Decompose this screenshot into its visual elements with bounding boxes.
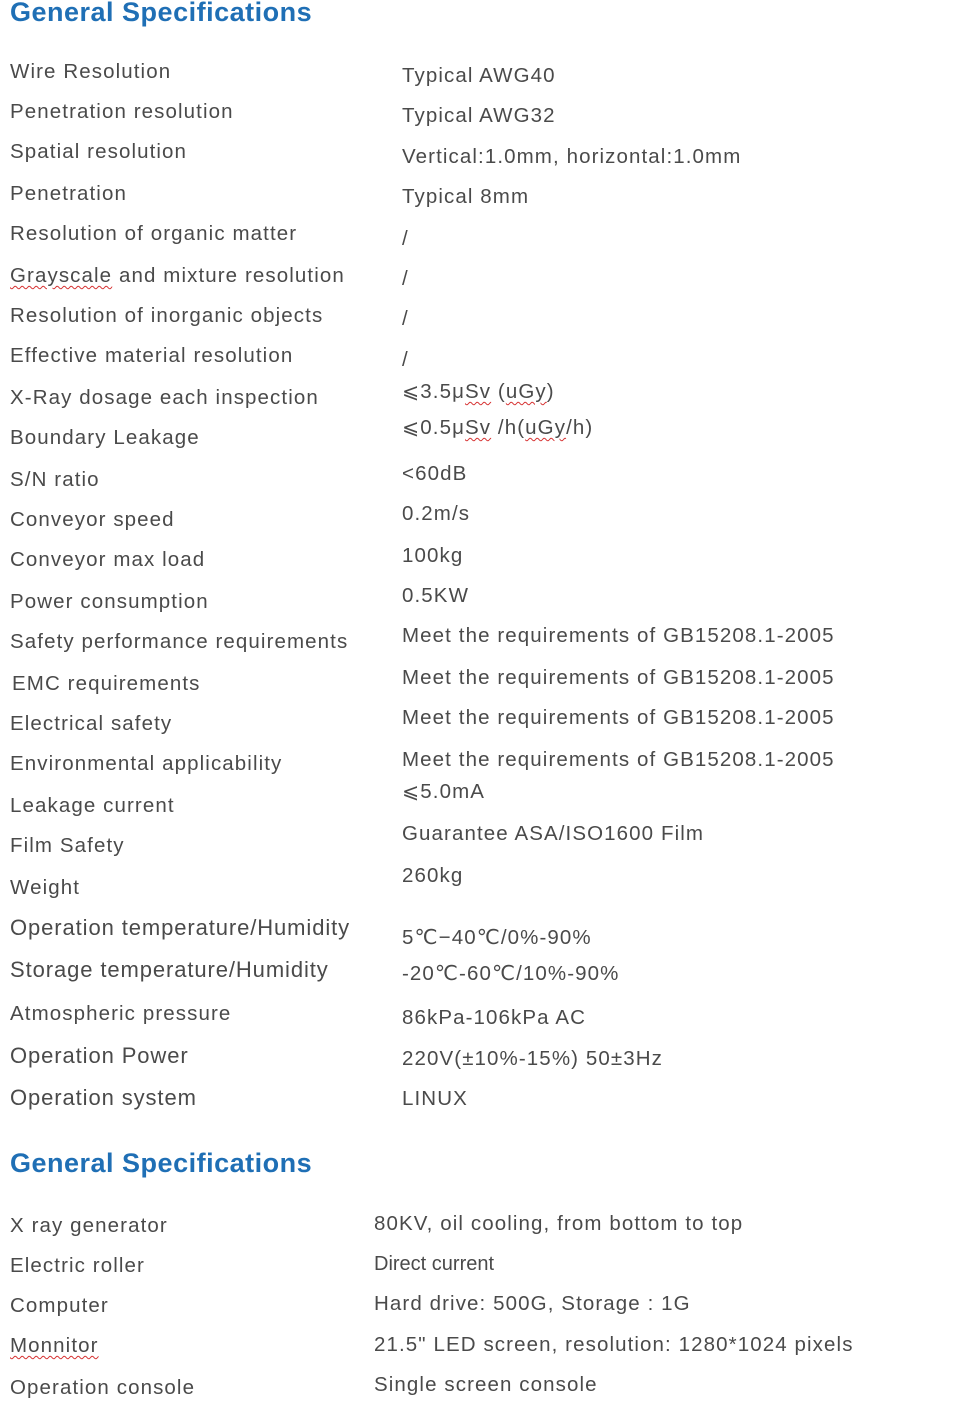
spec-value: ⩽5.0mA <box>402 780 486 803</box>
spec-label: Electric roller <box>10 1254 145 1277</box>
spec-label: Leakage current <box>10 794 175 817</box>
spec-value: Single screen console <box>374 1373 598 1396</box>
table-row <box>0 100 960 130</box>
spec-value: / <box>402 307 409 330</box>
table-row <box>0 1254 960 1284</box>
spec-value: Hard drive: 500G, Storage : 1G <box>374 1292 691 1315</box>
spec-label: Electrical safety <box>10 712 173 735</box>
table-row <box>0 1214 960 1244</box>
spec-label: Conveyor speed <box>10 508 175 531</box>
spec-value: / <box>402 227 409 250</box>
spec-label: Penetration <box>10 182 127 205</box>
spec-label: Operation system <box>10 1085 197 1110</box>
spec-value: 260kg <box>402 864 464 887</box>
table-row <box>0 780 960 824</box>
spec-label: Operation Power <box>10 1043 189 1068</box>
spec-value: ⩽0.5μSv /h(uGy/h) <box>402 416 594 439</box>
spec-value: Meet the requirements of GB15208.1-2005 <box>402 748 835 771</box>
section-title: General Specifications <box>10 0 313 27</box>
spec-value: Meet the requirements of GB15208.1-2005 <box>402 706 835 729</box>
spec-value: / <box>402 267 409 290</box>
spec-value: Meet the requirements of GB15208.1-2005 <box>402 624 835 647</box>
table-row <box>0 915 960 949</box>
spec-label: Safety performance requirements <box>10 630 349 653</box>
section-title: General Specifications <box>10 1148 313 1178</box>
spec-value: / <box>402 348 409 371</box>
spec-value: Typical 8mm <box>402 185 530 208</box>
table-row <box>0 1086 960 1116</box>
spec-label: Penetration resolution <box>10 100 234 123</box>
spec-label: Weight <box>10 876 81 899</box>
table-row <box>0 666 960 702</box>
spec-label: Effective material resolution <box>10 344 294 367</box>
table-row <box>0 416 960 456</box>
table-row <box>0 624 960 660</box>
spec-value: 86kPa-106kPa AC <box>402 1006 587 1029</box>
spec-value: 220V(±10%-15%) 50±3Hz <box>402 1047 663 1070</box>
spec-label: Spatial resolution <box>10 140 188 163</box>
spec-value: Typical AWG32 <box>402 104 556 127</box>
table-row <box>0 1334 960 1364</box>
spec-value: ⩽3.5μSv (uGy) <box>402 380 555 403</box>
spec-value: <60dB <box>402 462 468 485</box>
spec-label: Boundary Leakage <box>10 426 200 449</box>
table-row <box>0 864 960 906</box>
spec-label: Grayscale and mixture resolution <box>10 264 345 287</box>
spec-label: Monnitor <box>10 1334 99 1357</box>
table-row <box>0 1294 960 1324</box>
table-row <box>0 344 960 374</box>
spec-value: Typical AWG40 <box>402 64 556 87</box>
spec-label: Resolution of inorganic objects <box>10 304 324 327</box>
table-row <box>0 1002 960 1032</box>
table-row <box>0 60 960 90</box>
table-row <box>0 822 960 864</box>
spec-label: Resolution of organic matter <box>10 222 298 245</box>
table-row <box>0 748 960 782</box>
spec-label: Film Safety <box>10 834 125 857</box>
spec-label: Atmospheric pressure <box>10 1002 232 1025</box>
spec-value: Direct current <box>374 1253 495 1275</box>
spec-label: S/N ratio <box>10 468 100 491</box>
spec-value: LINUX <box>402 1087 468 1110</box>
spec-label: Storage temperature/Humidity <box>10 957 329 982</box>
spec-label: Computer <box>10 1294 109 1317</box>
spec-label: Operation temperature/Humidity <box>10 915 351 940</box>
spec-value: 5℃−40℃/0%-90% <box>402 926 592 949</box>
table-row <box>0 1373 960 1406</box>
spec-value: Guarantee ASA/ISO1600 Film <box>402 822 705 845</box>
spec-label: X ray generator <box>10 1214 168 1237</box>
table-row <box>0 706 960 742</box>
spec-label: Wire Resolution <box>10 60 172 83</box>
table-row <box>0 380 960 416</box>
spec-label: Operation console <box>10 1376 196 1399</box>
spec-value: 0.5KW <box>402 584 470 607</box>
spec-value: 0.2m/s <box>402 502 471 525</box>
spec-value: -20℃-60℃/10%-90% <box>402 962 620 985</box>
spec-value: Vertical:1.0mm, horizontal:1.0mm <box>402 145 742 168</box>
table-row <box>0 264 960 294</box>
spec-value: 100kg <box>402 544 464 567</box>
table-row <box>0 958 960 988</box>
spec-value: 80KV, oil cooling, from bottom to top <box>374 1212 744 1235</box>
spec-value: 21.5" LED screen, resolution: 1280*1024 pixels <box>374 1333 854 1356</box>
spec-label: Conveyor max load <box>10 548 206 571</box>
table-row <box>0 1044 960 1074</box>
table-row <box>0 222 960 252</box>
table-row <box>0 140 960 170</box>
spec-label: Environmental applicability <box>10 752 283 775</box>
spec-value: Meet the requirements of GB15208.1-2005 <box>402 666 835 689</box>
table-row <box>0 462 960 498</box>
spec-label: EMC requirements <box>12 672 201 695</box>
table-row <box>0 182 960 212</box>
table-row <box>0 544 960 578</box>
spec-label: Power consumption <box>10 590 209 613</box>
spec-label: X-Ray dosage each inspection <box>10 386 319 409</box>
table-row <box>0 502 960 538</box>
table-row <box>0 584 960 620</box>
table-row <box>0 304 960 334</box>
